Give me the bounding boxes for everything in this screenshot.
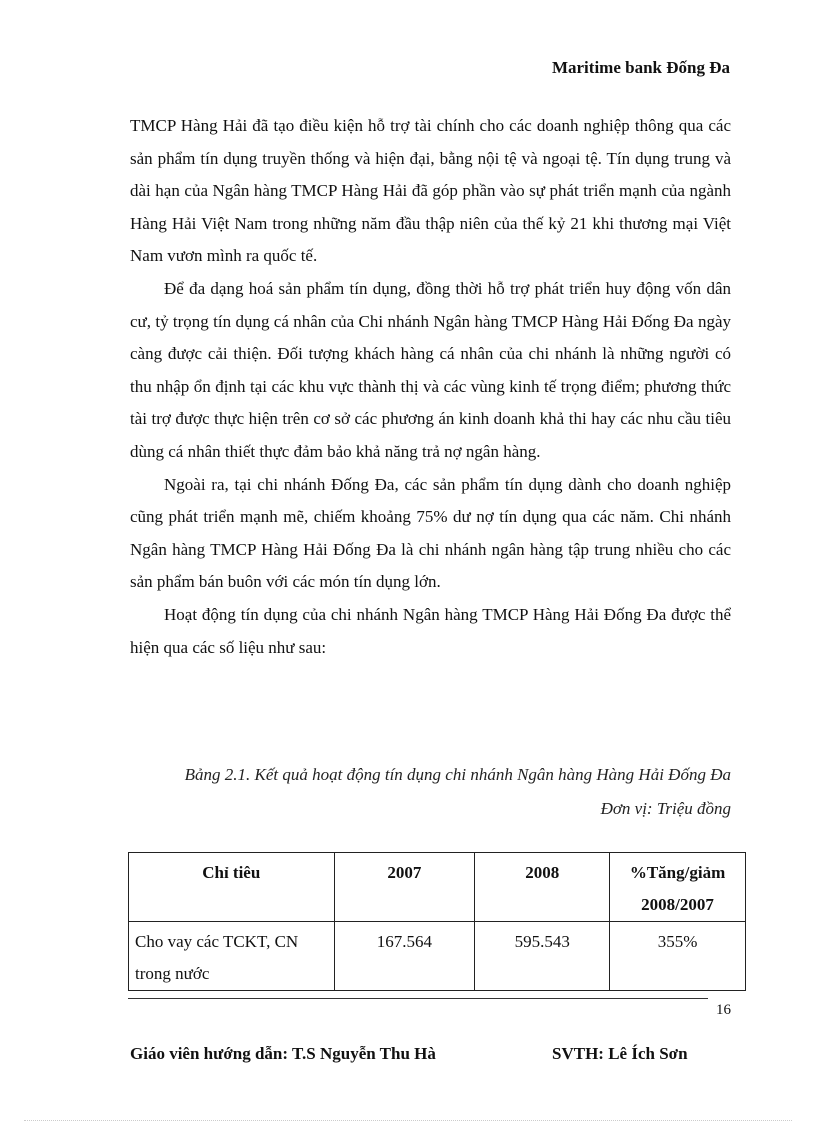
table-header-row: [129, 853, 746, 922]
footer-divider: [128, 998, 708, 999]
paragraph: TMCP Hàng Hải đã tạo điều kiện hỗ trợ tài chính cho các doanh nghiệp thông qua các sản phẩm tín dụng truyền thống và hiện đại, bằng nội tệ và ngoại tệ. Tín dụng trung và dài hạn của Ngân hàng TMCP Hàng Hải đã góp phần vào sự phát triển mạnh của ngành Hàng Hải Việt Nam trong những năm đầu thập niên của thế kỷ 21 khi thương mại Việt Nam vươn mình ra quốc tế.: [130, 116, 731, 266]
footer-student: SVTH: Lê Ích Sơn: [552, 1044, 688, 1063]
table-caption: [100, 758, 731, 826]
footer-supervisor: Giáo viên hướng dẫn: T.S Nguyễn Thu Hà: [130, 1044, 436, 1063]
column-header: 2007: [334, 853, 475, 922]
table-unit: Đơn vị: Triệu đồng: [600, 799, 731, 818]
table-cell: 167.564: [334, 922, 475, 991]
body-text: [130, 110, 731, 664]
table-row: [129, 922, 746, 991]
paragraph: Ngoài ra, tại chi nhánh Đống Đa, các sản phẩm tín dụng dành cho doanh nghiệp cũng phát triển mạnh mẽ, chiếm khoảng 75% dư nợ tín dụng qua các năm. Chi nhánh Ngân hàng TMCP Hàng Hải Đống Đa là chi nhánh ngân hàng tập trung nhiều cho các sản phẩm bán buôn với các món tín dụng lớn.: [130, 474, 731, 592]
table-cell: 355%: [610, 922, 746, 991]
page-header-title: Maritime bank Đống Đa: [551, 58, 730, 77]
page-bottom-edge: [24, 1120, 792, 1121]
page-footer: [130, 1044, 710, 1064]
page-number: 16: [716, 1002, 731, 1018]
paragraph: Để đa dạng hoá sản phẩm tín dụng, đồng thời hỗ trợ phát triển huy động vốn dân cư, tỷ trọng tín dụng cá nhân của Chi nhánh Ngân hàng TMCP Hàng Hải Đống Đa ngày càng được cải thiện. Đối tượng khách hàng cá nhân của chi nhánh là những người có thu nhập ổn định tại các khu vực thành thị và các vùng kinh tế trọng điểm; phương thức tài trợ được thực hiện trên cơ sở các phương án kinh doanh khả thi hay các nhu cầu tiêu dùng cá nhân thiết thực đảm bảo khả năng trả nợ ngân hàng.: [130, 278, 731, 461]
paragraph: Hoạt động tín dụng của chi nhánh Ngân hàng TMCP Hàng Hải Đống Đa được thể hiện qua các số liệu như sau:: [130, 604, 731, 657]
column-header: %Tăng/giảm 2008/2007: [610, 853, 746, 922]
table-cell: Cho vay các TCKT, CN trong nước: [129, 922, 335, 991]
column-header: 2008: [475, 853, 610, 922]
table-title: Bảng 2.1. Kết quả hoạt động tín dụng chi nhánh Ngân hàng Hàng Hải Đống Đa: [184, 765, 731, 784]
column-header: Chỉ tiêu: [129, 853, 335, 922]
credit-results-table: [128, 852, 746, 991]
table-cell: 595.543: [475, 922, 610, 991]
